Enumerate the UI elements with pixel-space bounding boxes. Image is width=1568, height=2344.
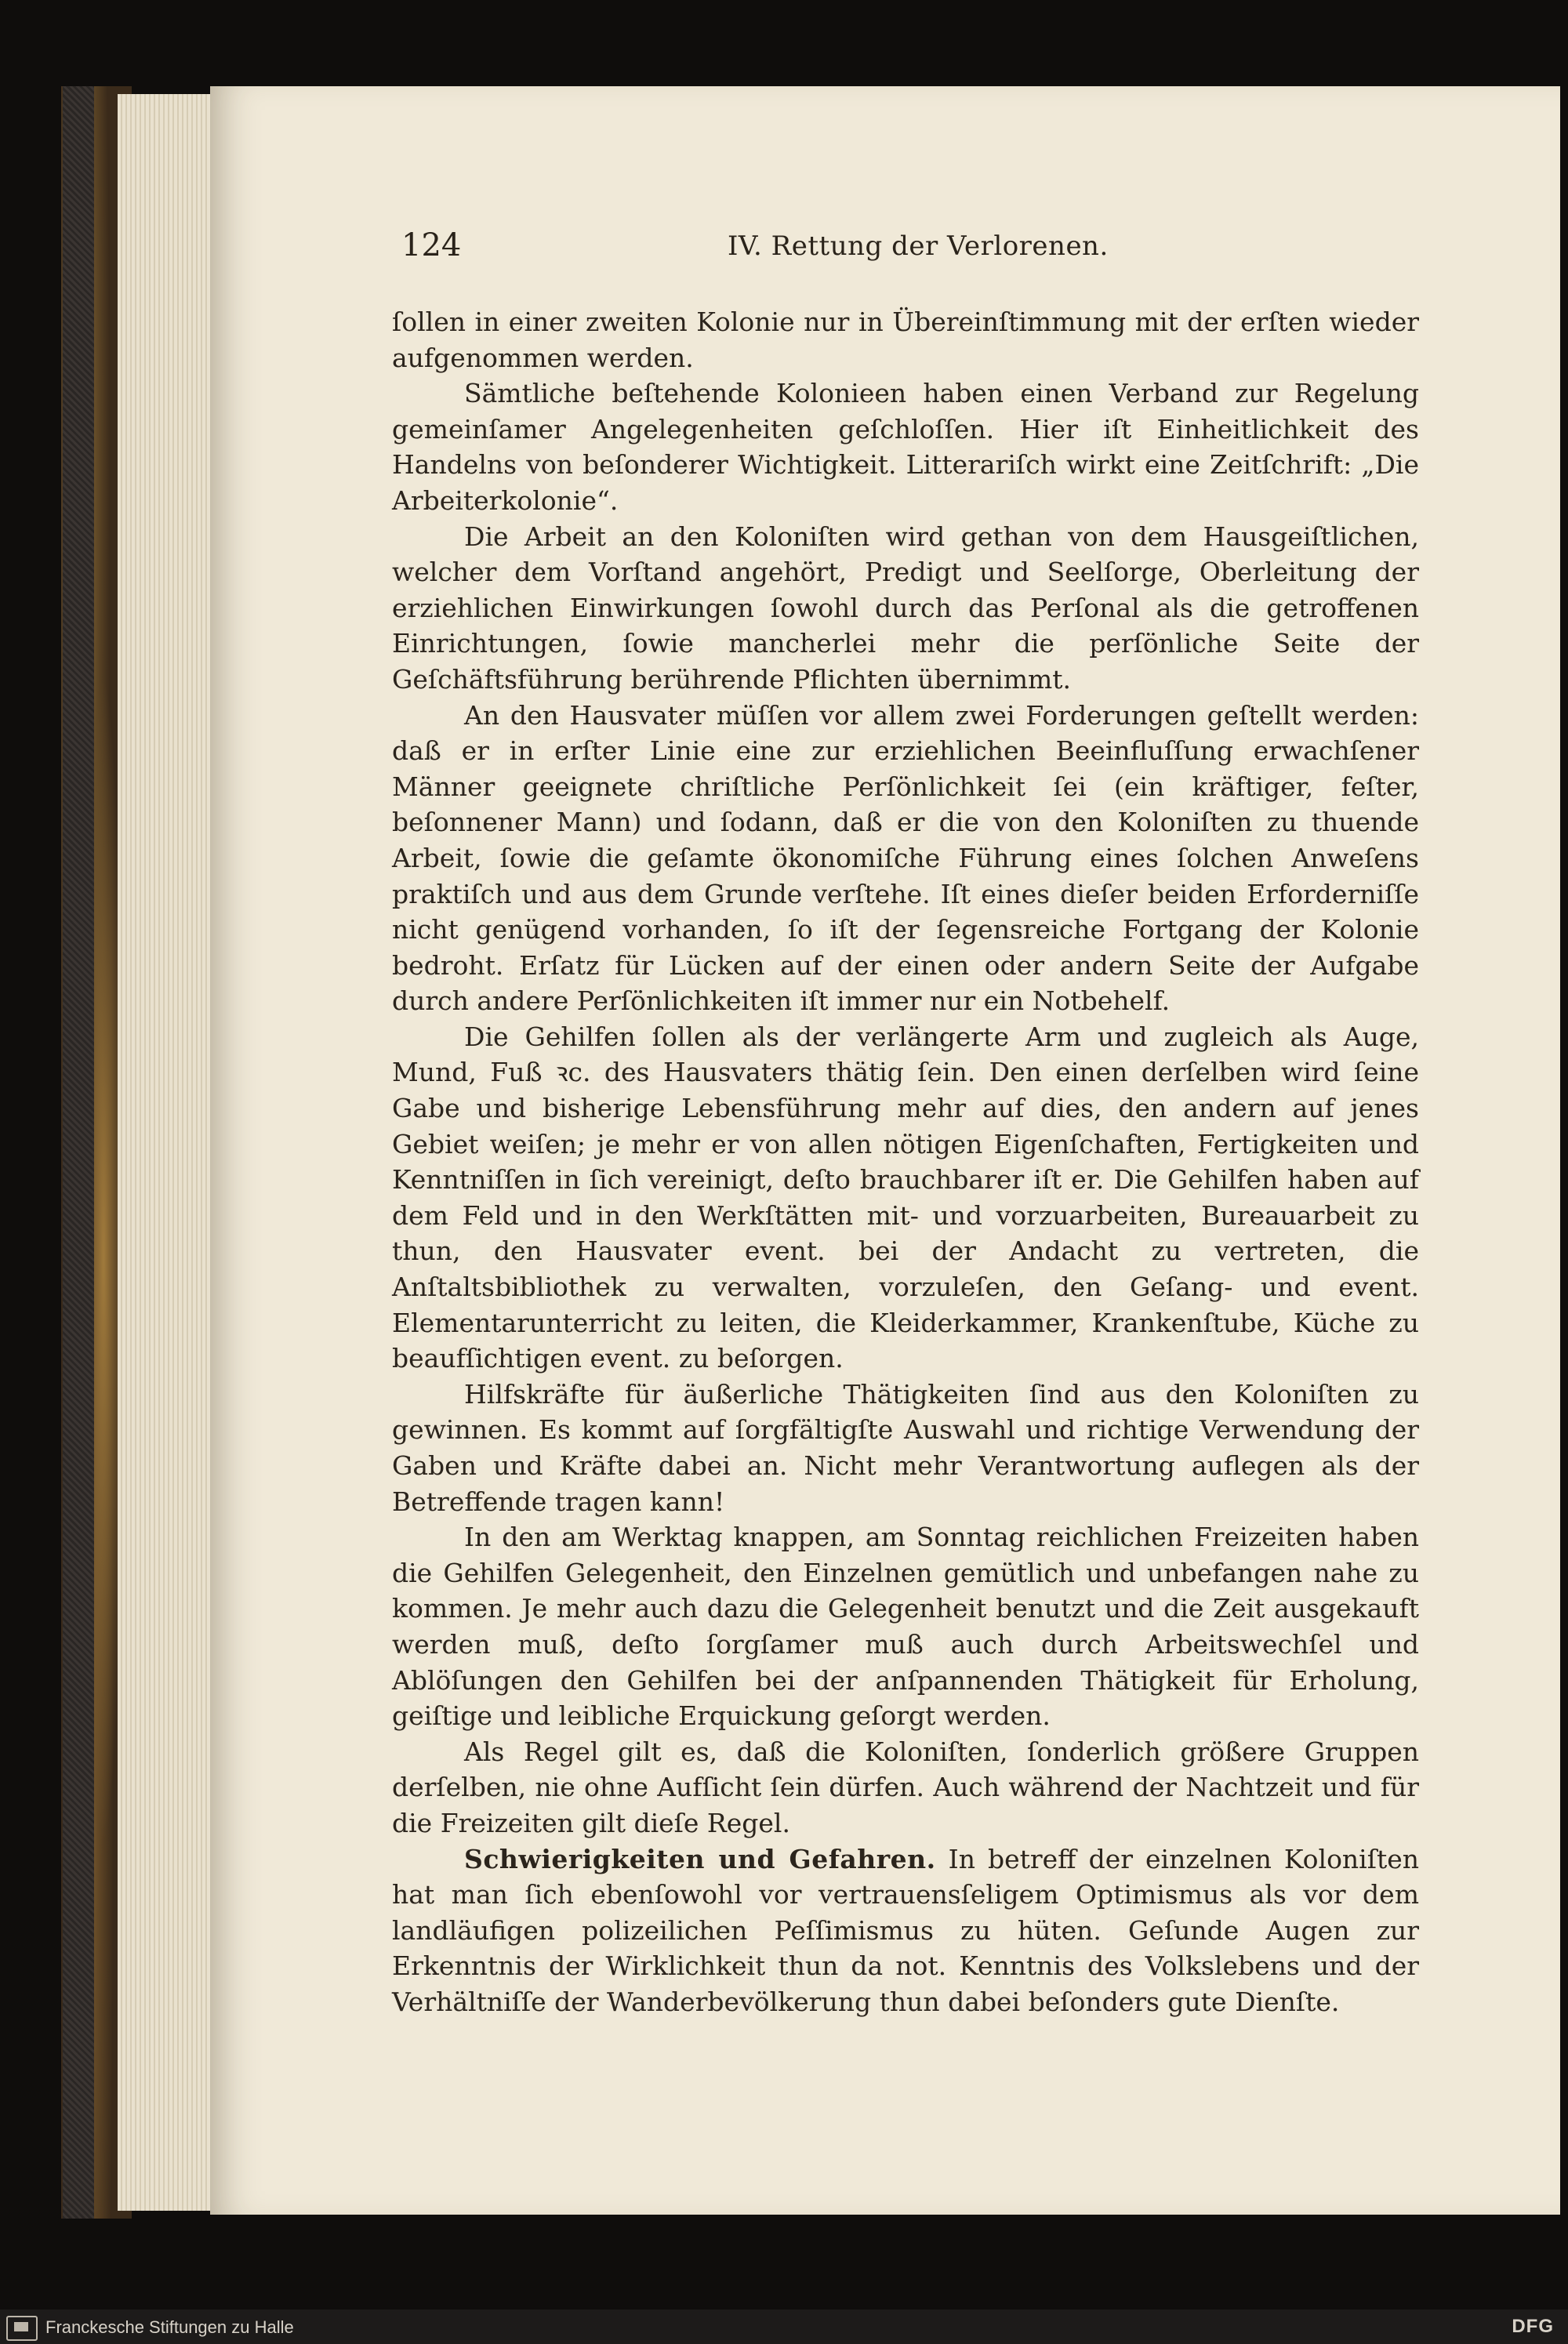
section-text: In betreff der einzelnen Koloniſten hat man ſich ebenſowohl vor vertrauensſeligem Optimismus als vor dem landläufigen polizeilichen Peſſimismus zu hüten. Geſunde Augen zur Erkenntnis der Wirklichkeit thun da not. Kenntnis des Volkslebens und der Verhältniſſe der Wanderbevölkerung thun dabei beſonders gute Dienſte.: [392, 1843, 1419, 2017]
institution-name: Franckesche Stiftungen zu Halle: [45, 2317, 294, 2337]
paragraph: In den am Werktag knappen, am Sonntag reichlichen Freizeiten haben die Gehilfen Gelegenheit, den Einzelnen gemütlich und unbefangen nahe zu kommen. Je mehr auch dazu die Gelegenheit benutzt und die Zeit ausgekauft werden muß, deſto ſorgſamer muß auch durch Arbeitswechſel und Ablöſungen den Gehilfen bei der anſpannenden Thätigkeit für Erholung, geiſtige und leibliche Erquickung geſorgt werden.: [392, 1522, 1419, 1732]
paragraph: ſollen in einer zweiten Kolonie nur in Übereinſtimmung mit der erſten wieder aufgenommen werden.: [392, 307, 1419, 373]
paragraph: Als Regel gilt es, daß die Koloniſten, ſonderlich größere Gruppen derſelben, nie ohne Aufſicht ſein dürfen. Auch während der Nachtzeit und für die Freizeiten gilt dieſe Regel.: [392, 1736, 1419, 1838]
section-heading: Schwierigkeiten und Gefahren.: [464, 1843, 936, 1874]
paragraph: Die Gehilfen ſollen als der verlängerte Arm und zugleich als Auge, Mund, Fuß ꝛc. des Hausvaters thätig ſein. Den einen derſelben wird ſeine Gabe und bisherige Lebensführung mehr auf dies, den andern auf jenes Gebiet weiſen; je mehr er von allen nötigen Eigenſchaften, Fertigkeiten und Kenntniſſen in ſich vereinigt, deſto brauchbarer iſt er. Die Gehilfen haben auf dem Feld und in den Werkſtätten mit- und vorzuarbeiten, Bureauarbeit zu thun, den Hausvater event. bei der Andacht zu vertreten, die Anſtaltsbibliothek zu verwalten, vorzuleſen, den Geſang- und event. Elementarunterricht zu leiten, die Kleiderkammer, Krankenſtube, Küche zu beaufſichtigen event. zu beſorgen.: [392, 1021, 1419, 1374]
body-text: [392, 304, 1419, 2020]
paragraph: [392, 1841, 1419, 2020]
page-number: 124: [401, 227, 462, 263]
page-header: [401, 227, 1413, 274]
paragraph: An den Hausvater müſſen vor allem zwei Forderungen geſtellt werden: daß er in erſter Linie eine zur erziehlichen Beeinfluſſung erwachſener Männer geeignete chriſtliche Perſönlichkeit ſei (ein kräftiger, feſter, beſonnener Mann) und ſodann, daß er die von den Koloniſten zu thuende Arbeit, ſowie die geſamte ökonomiſche Führung eines ſolchen Anweſens praktiſch und aus dem Grunde verſtehe. Iſt eines dieſer beiden Erforderniſſe nicht genügend vorhanden, ſo iſt der ſegensreiche Fortgang der Kolonie bedroht. Erſatz für Lücken auf der einen oder andern Seite der Aufgabe durch andere Perſönlichkeiten iſt immer nur ein Notbehelf.: [392, 699, 1419, 1017]
dfg-mark: DFG: [1512, 2316, 1554, 2337]
paragraph: Sämtliche beſtehende Kolonieen haben einen Verband zur Regelung gemeinſamer Angelegenheiten geſchloſſen. Hier iſt Einheitlichkeit des Handelns von beſonderer Wichtigkeit. Litterariſch wirkt eine Zeitſchrift: „Die Arbeiterkolonie“.: [392, 378, 1419, 516]
footer-bar: [0, 2310, 1568, 2344]
book-spine: [63, 86, 94, 2219]
running-head: IV. Rettung der Verlorenen.: [728, 230, 1109, 262]
paragraph: Die Arbeit an den Koloniſten wird gethan von dem Hausgeiſtlichen, welcher dem Vorſtand angehört, Predigt und Seelſorge, Oberleitung der erziehlichen Einwirkungen ſowohl durch das Perſonal als die getroffenen Einrichtungen, ſowie mancherlei mehr die perſönliche Seite der Geſchäftsführung berührende Pflichten übernimmt.: [392, 521, 1419, 695]
institution-logo-icon: [6, 2316, 38, 2341]
paragraph: Hilfskräfte für äußerliche Thätigkeiten ſind aus den Koloniſten zu gewinnen. Es kommt auf ſorgfältigſte Auswahl und richtige Verwendung der Gaben und Kräfte dabei an. Nicht mehr Verantwortung auflegen als der Betreffende tragen kann!: [392, 1378, 1419, 1517]
